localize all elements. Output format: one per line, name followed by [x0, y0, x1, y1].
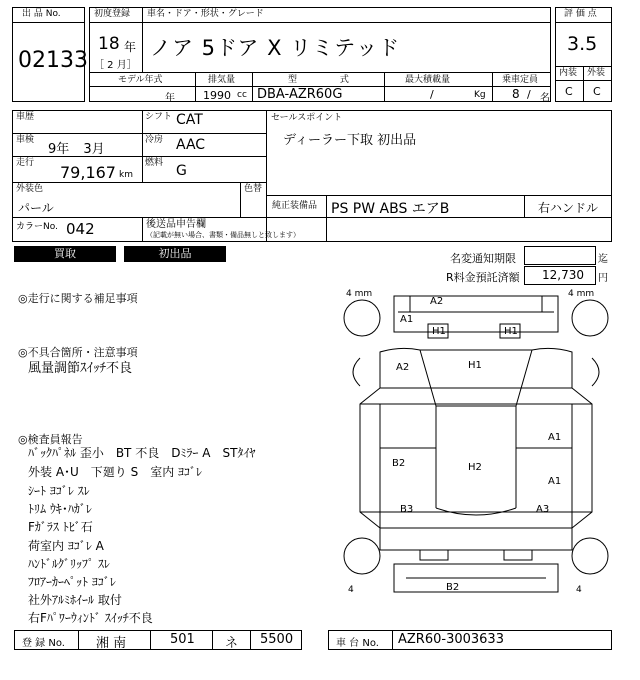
exterior-grade: C: [593, 85, 601, 98]
ext-color-value: パール: [18, 201, 54, 215]
ac-value: AAC: [176, 137, 206, 153]
interior-label: 内装: [559, 68, 578, 78]
damage-b2-rear: B2: [446, 582, 460, 593]
inspector-header: ◎検査員報告: [18, 433, 83, 446]
docs-note: （記載が無い場合、書類・備品無しと致します）: [146, 231, 300, 239]
buy-button[interactable]: 買取: [14, 246, 116, 262]
max-load-slash: /: [430, 88, 434, 101]
exterior-label: 外装: [587, 68, 606, 78]
tire-rear-right-icon: [572, 538, 608, 574]
reg-number: 5500: [260, 632, 294, 647]
name-change-unit: 迄: [598, 254, 608, 265]
damage-h1-right: H1: [504, 326, 518, 337]
damage-b2-left: B2: [392, 458, 406, 469]
equipment-value: PS PW ABS エアB: [331, 201, 450, 217]
driving-notes-header: ◎走行に関する補足事項: [18, 292, 138, 305]
mileage-label: 走行: [16, 158, 35, 168]
ext-color-label: 外装色: [16, 184, 44, 194]
inspector-line: ﾊﾝﾄﾞﾙｸﾞﾘｯﾌﾟ ｽﾚ: [28, 557, 110, 571]
damage-a1-front: A1: [400, 314, 414, 325]
tire-label-front-right: 4 mm: [568, 289, 595, 299]
max-load-unit: Kg: [474, 90, 486, 100]
inspector-line: ﾊﾞｯｸﾊﾟﾈﾙ 歪小 BT 不良 Dﾐﾗｰ A STﾀｲﾔ: [28, 446, 256, 460]
lot-number: 02133: [18, 48, 88, 73]
inspector-line: Fｶﾞﾗｽ ﾄﾋﾞ石: [28, 520, 93, 534]
mileage-unit: km: [119, 170, 133, 180]
name-label: 車名・ドア・形状・グレード: [147, 9, 264, 19]
defect-line: 風量調節ｽｲｯﾁ不良: [28, 361, 133, 376]
tire-rear-left-icon: [344, 538, 380, 574]
tire-front-left-icon: [344, 300, 380, 336]
shift-label: シフト: [145, 112, 173, 122]
car-damage-diagram: [340, 288, 612, 600]
docs-label: 後送品申告欄: [146, 219, 206, 230]
type-label: 型 式: [288, 75, 349, 85]
recycle-amount: 12,730: [542, 268, 584, 282]
reg-region: 湘 南: [96, 636, 127, 651]
damage-a1-right-upper: A1: [548, 432, 562, 443]
reg-month: ［ 2 月］: [94, 60, 137, 71]
name-change-field: [524, 246, 596, 265]
first-reg-label: 初度登録: [94, 9, 131, 19]
shift-value: CAT: [176, 112, 203, 128]
inspector-line: 荷室内 ﾖｺﾞﾚ A: [28, 539, 104, 553]
inspection-value: 9年 3月: [48, 142, 105, 157]
inspector-line: 右Fﾊﾟﾜｰｳｨﾝﾄﾞ ｽｲｯﾁ不良: [28, 611, 153, 625]
color-no-label: カラーNo.: [16, 222, 58, 232]
model-year-label: モデル年式: [118, 75, 163, 85]
inspector-line: ﾌﾛｱｰｶｰﾍﾟｯﾄ ﾖｺﾞﾚ: [28, 575, 116, 589]
color-no-value: 042: [66, 220, 95, 238]
inspector-line: 社外ｱﾙﾐﾎｲｰﾙ 取付: [28, 593, 122, 607]
max-load-label: 最大積載量: [405, 75, 451, 85]
score-value: 3.5: [567, 33, 598, 55]
chassis-number: AZR60-3003633: [398, 632, 504, 647]
recycle-unit: 円: [598, 273, 608, 284]
displacement-value: 1990: [203, 89, 231, 102]
type-value: DBA-AZR60G: [257, 87, 343, 102]
recycle-label: R料金預託済額: [446, 271, 520, 284]
reg-year: 18: [98, 34, 120, 54]
defects-header: ◎不具合箇所・注意事項: [18, 346, 138, 359]
sales-point-label: セールスポイント: [271, 113, 343, 123]
inspector-line: ﾄﾘﾑ ｳｷ･ﾊｶﾞﾚ: [28, 502, 92, 516]
name-change-label: 名変通知期限: [450, 252, 516, 265]
damage-a2-left: A2: [396, 362, 410, 373]
damage-a1-right-lower: A1: [548, 476, 562, 487]
damage-a3-right: A3: [536, 504, 550, 515]
first-listing-button[interactable]: 初出品: [124, 246, 226, 262]
inspector-line: 外装 A･U 下廻り S 室内 ﾖｺﾞﾚ: [28, 465, 203, 479]
damage-h1-roof: H1: [468, 360, 482, 371]
damage-h2-center: H2: [468, 462, 482, 473]
damage-h1-left: H1: [432, 326, 446, 337]
inspection-label: 車検: [16, 135, 35, 145]
damage-a2-front: A2: [430, 296, 444, 307]
equipment-label: 純正装備品: [272, 201, 318, 211]
score-label: 評 価 点: [564, 9, 597, 19]
reg-kana: ネ: [225, 636, 239, 651]
capacity-value: 8: [512, 87, 520, 101]
mileage-value: 79,167: [60, 163, 116, 182]
inspector-line: ｼｰﾄ ﾖｺﾞﾚ ｽﾚ: [28, 484, 90, 498]
sales-point-value: ディーラー下取 初出品: [283, 133, 417, 148]
capacity-label: 乗車定員: [502, 75, 539, 85]
tire-front-right-icon: [572, 300, 608, 336]
fuel-label: 燃料: [145, 158, 164, 168]
history-label: 車歴: [16, 112, 35, 122]
steering-value: 右ハンドル: [538, 201, 599, 215]
chassis-label: 車 台 No.: [336, 638, 379, 649]
displacement-label: 排気量: [208, 75, 236, 85]
lot-label: 出 品 No.: [22, 9, 61, 19]
ac-label: 冷房: [145, 135, 164, 145]
fuel-value: G: [176, 163, 187, 179]
tire-label-front-left: 4 mm: [346, 289, 373, 299]
model-year-unit: 年: [165, 93, 175, 104]
reg-year-unit: 年: [124, 40, 137, 54]
car-name: ノア 5ドア X リミテッド: [150, 36, 401, 60]
damage-b3-left: B3: [400, 504, 414, 515]
reg-no-label: 登 録 No.: [22, 638, 65, 649]
capacity-slash: /: [527, 88, 531, 101]
interior-grade: C: [565, 85, 573, 98]
tire-label-rear-left: 4: [348, 585, 354, 595]
tire-label-rear-right: 4: [576, 585, 582, 595]
displacement-unit: cc: [237, 90, 247, 100]
capacity-unit: 名: [540, 93, 550, 104]
reg-class: 501: [170, 632, 195, 647]
color-change-label: 色替: [244, 184, 263, 194]
